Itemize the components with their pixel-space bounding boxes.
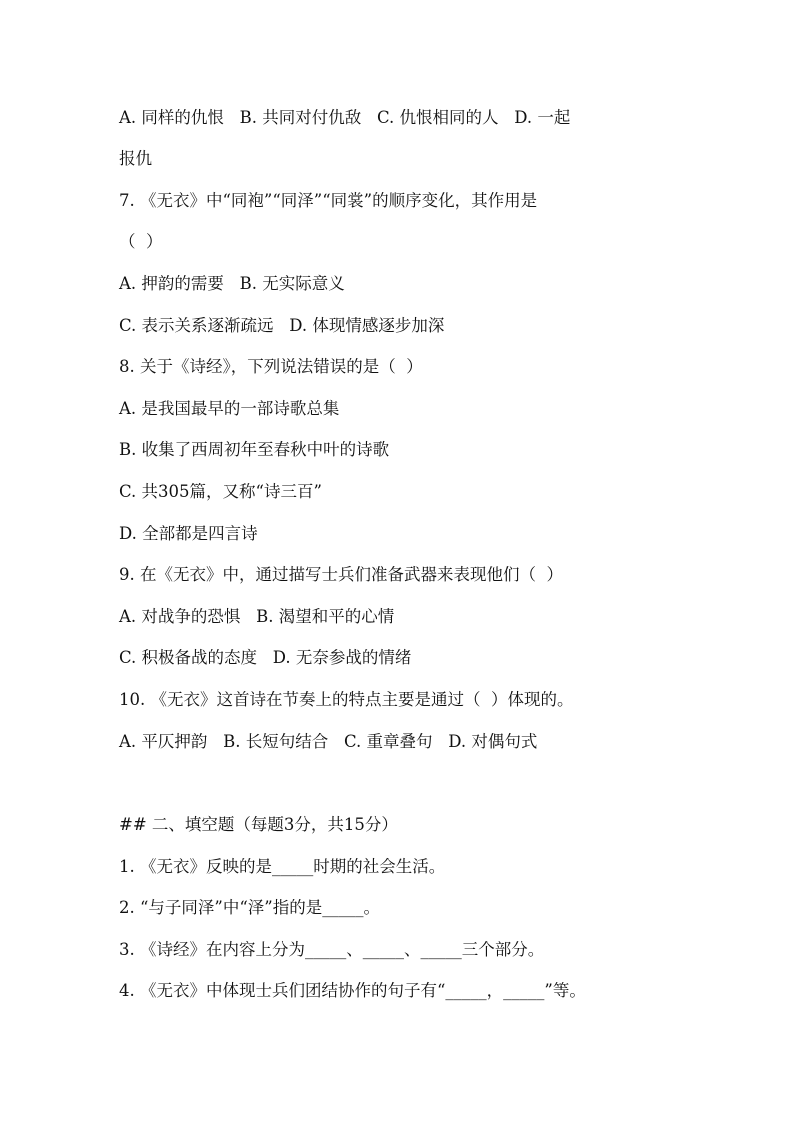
section-heading: ## 二、填空题（每题3分，共15分） — [119, 815, 398, 834]
fill-blank-1: 1. 《无衣》反映的是_____时期的社会生活。 — [119, 857, 446, 876]
q7-options-cd: C. 表示关系逐渐疏远 D. 体现情感逐步加深 — [119, 316, 445, 335]
fill-blank-4: 4. 《无衣》中体现士兵们团结协作的句子有“_____，_____”等。 — [119, 981, 586, 1000]
q6-options-continuation: 报仇 — [119, 149, 152, 168]
q8-option-a: A. 是我国最早的一部诗歌总集 — [119, 399, 340, 418]
q7-stem: 7. 《无衣》中“同袍”“同泽”“同裳”的顺序变化，其作用是 — [119, 191, 538, 210]
q9-stem: 9. 在《无衣》中，通过描写士兵们准备武器来表现他们（ ） — [119, 565, 563, 584]
fill-blank-3: 3. 《诗经》在内容上分为_____、_____、_____三个部分。 — [119, 940, 545, 959]
q8-stem: 8. 关于《诗经》，下列说法错误的是（ ） — [119, 357, 423, 376]
q7-stem-bracket: （ ） — [119, 232, 163, 251]
fill-blank-2: 2. “与子同泽”中“泽”指的是_____。 — [119, 898, 380, 917]
q10-options: A. 平仄押韵 B. 长短句结合 C. 重章叠句 D. 对偶句式 — [119, 732, 538, 751]
q8-option-d: D. 全部都是四言诗 — [119, 524, 258, 543]
q9-options-ab: A. 对战争的恐惧 B. 渴望和平的心情 — [119, 607, 395, 626]
q7-options-ab: A. 押韵的需要 B. 无实际意义 — [119, 274, 345, 293]
q6-options-line: A. 同样的仇恨 B. 共同对付仇敌 C. 仇恨相同的人 D. 一起 — [119, 108, 571, 127]
q9-options-cd: C. 积极备战的态度 D. 无奈参战的情绪 — [119, 648, 412, 667]
q8-option-c: C. 共305篇，又称“诗三百” — [119, 482, 322, 501]
q8-option-b: B. 收集了西周初年至春秋中叶的诗歌 — [119, 440, 390, 459]
q10-stem: 10. 《无衣》这首诗在节奏上的特点主要是通过（ ）体现的。 — [119, 690, 574, 709]
